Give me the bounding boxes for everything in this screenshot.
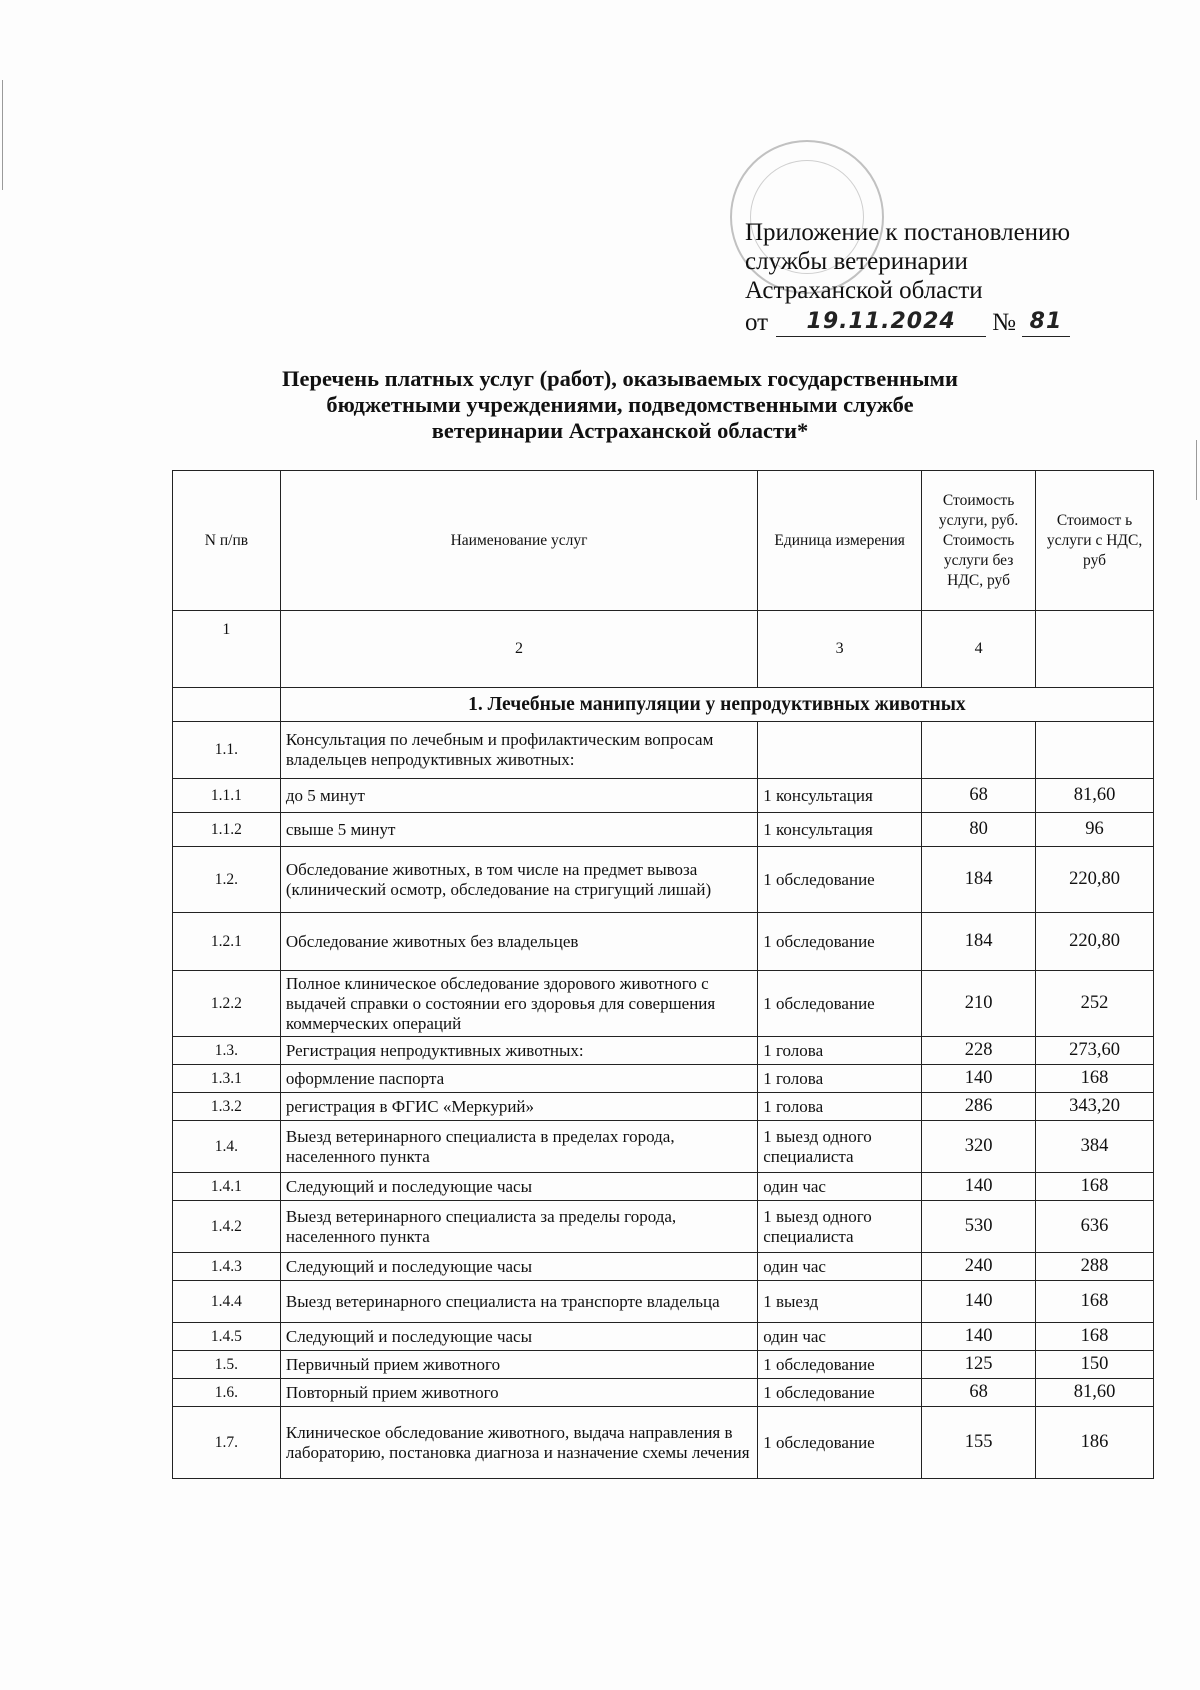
price-with-vat: 168 (1036, 1065, 1154, 1093)
unit-of-measure: 1 консультация (758, 813, 922, 847)
price-without-vat: 140 (922, 1323, 1036, 1351)
price-with-vat (1036, 722, 1154, 779)
row-number: 1.1.1 (173, 779, 281, 813)
table-row (173, 971, 1154, 1037)
unit-of-measure: 1 выезд (758, 1281, 922, 1323)
number-sign: № (992, 309, 1016, 336)
unit-of-measure: 1 обследование (758, 847, 922, 913)
title-line-1: Перечень платных услуг (работ), оказываемых государственными (282, 366, 958, 391)
service-name: оформление паспорта (280, 1065, 757, 1093)
price-without-vat: 140 (922, 1281, 1036, 1323)
row-number: 1.3.1 (173, 1065, 281, 1093)
price-without-vat: 320 (922, 1121, 1036, 1173)
price-with-vat: 168 (1036, 1323, 1154, 1351)
row-number: 1.3.2 (173, 1093, 281, 1121)
price-with-vat: 220,80 (1036, 847, 1154, 913)
row-number: 1.2.2 (173, 971, 281, 1037)
unit-of-measure: 1 голова (758, 1037, 922, 1065)
row-number: 1.2.1 (173, 913, 281, 971)
handwritten-number: 81 (1022, 307, 1070, 337)
row-number: 1.4.3 (173, 1253, 281, 1281)
header-line-2: службы ветеринарии (745, 248, 968, 275)
header-unit: Единица измерения (758, 471, 922, 611)
appendix-header (745, 218, 1165, 337)
price-without-vat: 210 (922, 971, 1036, 1037)
price-with-vat: 252 (1036, 971, 1154, 1037)
scan-edge-right (1196, 440, 1197, 500)
price-without-vat: 184 (922, 847, 1036, 913)
scan-edge-left (2, 80, 3, 190)
price-with-vat: 81,60 (1036, 1379, 1154, 1407)
row-number: 1.7. (173, 1407, 281, 1479)
row-number: 1.4.5 (173, 1323, 281, 1351)
section-row (173, 688, 1154, 722)
service-name: Повторный прием животного (280, 1379, 757, 1407)
table-header-row (173, 471, 1154, 611)
section-empty-cell (173, 688, 281, 722)
row-number: 1.2. (173, 847, 281, 913)
price-with-vat: 150 (1036, 1351, 1154, 1379)
service-name: Обследование животных без владельцев (280, 913, 757, 971)
row-number: 1.1. (173, 722, 281, 779)
service-name: до 5 минут (280, 779, 757, 813)
service-name: Следующий и последующие часы (280, 1323, 757, 1351)
unit-of-measure: 1 выезд одного специалиста (758, 1201, 922, 1253)
unit-of-measure: 1 консультация (758, 779, 922, 813)
header-price-vat: Стоимост ь услуги с НДС, руб (1036, 471, 1154, 611)
index-cell: 3 (758, 611, 922, 688)
price-without-vat: 240 (922, 1253, 1036, 1281)
unit-of-measure: один час (758, 1173, 922, 1201)
service-name: Выезд ветеринарного специалиста на транспорте владельца (280, 1281, 757, 1323)
price-without-vat: 228 (922, 1037, 1036, 1065)
table-row (173, 913, 1154, 971)
service-name: Выезд ветеринарного специалиста в пределах города, населенного пункта (280, 1121, 757, 1173)
price-with-vat: 384 (1036, 1121, 1154, 1173)
table-row (173, 813, 1154, 847)
services-price-table (172, 470, 1154, 1479)
row-number: 1.6. (173, 1379, 281, 1407)
header-date-row (745, 307, 1165, 337)
price-without-vat: 80 (922, 813, 1036, 847)
row-number: 1.4. (173, 1121, 281, 1173)
table-row (173, 1093, 1154, 1121)
service-name: Следующий и последующие часы (280, 1173, 757, 1201)
price-with-vat: 186 (1036, 1407, 1154, 1479)
price-without-vat: 68 (922, 1379, 1036, 1407)
table-row (173, 1173, 1154, 1201)
unit-of-measure: 1 выезд одного специалиста (758, 1121, 922, 1173)
price-with-vat: 273,60 (1036, 1037, 1154, 1065)
unit-of-measure: 1 обследование (758, 971, 922, 1037)
service-name: свыше 5 минут (280, 813, 757, 847)
service-name: Выезд ветеринарного специалиста за пределы города, населенного пункта (280, 1201, 757, 1253)
date-prefix: от (745, 309, 769, 336)
header-line-3: Астраханской области (745, 277, 983, 304)
price-without-vat: 125 (922, 1351, 1036, 1379)
service-name: Полное клиническое обследование здорового животного с выдачей справки о состоянии его здоровья для совершения коммерческих операций (280, 971, 757, 1037)
unit-of-measure: один час (758, 1253, 922, 1281)
unit-of-measure (758, 722, 922, 779)
header-line-1: Приложение к постановлению (745, 219, 1071, 246)
service-name: регистрация в ФГИС «Меркурий» (280, 1093, 757, 1121)
column-index-row (173, 611, 1154, 688)
price-without-vat (922, 722, 1036, 779)
price-with-vat: 343,20 (1036, 1093, 1154, 1121)
index-cell: 1 (173, 611, 281, 688)
service-name: Обследование животных, в том числе на предмет вывоза (клинический осмотр, обследование на стригущий лишай) (280, 847, 757, 913)
row-number: 1.4.2 (173, 1201, 281, 1253)
unit-of-measure: 1 обследование (758, 1379, 922, 1407)
service-name: Первичный прием животного (280, 1351, 757, 1379)
table-row (173, 779, 1154, 813)
index-cell: 4 (922, 611, 1036, 688)
price-without-vat: 140 (922, 1065, 1036, 1093)
price-without-vat: 286 (922, 1093, 1036, 1121)
header-price: Стоимость услуги, руб. Стоимость услуги без НДС, руб (922, 471, 1036, 611)
price-without-vat: 530 (922, 1201, 1036, 1253)
handwritten-date: 19.11.2024 (776, 307, 986, 337)
row-number: 1.4.1 (173, 1173, 281, 1201)
table-row (173, 1253, 1154, 1281)
table-row (173, 1281, 1154, 1323)
price-without-vat: 68 (922, 779, 1036, 813)
row-number: 1.3. (173, 1037, 281, 1065)
unit-of-measure: 1 обследование (758, 1407, 922, 1479)
price-with-vat: 81,60 (1036, 779, 1154, 813)
index-cell (1036, 611, 1154, 688)
table-row (173, 1407, 1154, 1479)
service-name: Следующий и последующие часы (280, 1253, 757, 1281)
table-row (173, 1323, 1154, 1351)
index-cell: 2 (280, 611, 757, 688)
service-name: Регистрация непродуктивных животных: (280, 1037, 757, 1065)
table-row (173, 1379, 1154, 1407)
table-row (173, 1351, 1154, 1379)
document-title (170, 366, 1070, 444)
price-without-vat: 140 (922, 1173, 1036, 1201)
table-row (173, 722, 1154, 779)
price-with-vat: 168 (1036, 1173, 1154, 1201)
table-row (173, 1065, 1154, 1093)
price-with-vat: 220,80 (1036, 913, 1154, 971)
service-name: Консультация по лечебным и профилактическим вопросам владельцев непродуктивных животных: (280, 722, 757, 779)
unit-of-measure: 1 голова (758, 1065, 922, 1093)
section-title: 1. Лечебные манипуляции у непродуктивных животных (280, 688, 1153, 722)
service-name: Клиническое обследование животного, выдача направления в лабораторию, постановка диагноза и назначение схемы лечения (280, 1407, 757, 1479)
table-row (173, 1121, 1154, 1173)
row-number: 1.1.2 (173, 813, 281, 847)
price-with-vat: 96 (1036, 813, 1154, 847)
unit-of-measure: 1 обследование (758, 1351, 922, 1379)
title-line-2: бюджетными учреждениями, подведомственными службе (326, 392, 914, 417)
table-row (173, 1037, 1154, 1065)
unit-of-measure: 1 голова (758, 1093, 922, 1121)
table-row (173, 847, 1154, 913)
title-line-3: ветеринарии Астраханской области* (431, 418, 809, 443)
price-with-vat: 636 (1036, 1201, 1154, 1253)
row-number: 1.4.4 (173, 1281, 281, 1323)
unit-of-measure: 1 обследование (758, 913, 922, 971)
price-without-vat: 155 (922, 1407, 1036, 1479)
table-row (173, 1201, 1154, 1253)
price-with-vat: 168 (1036, 1281, 1154, 1323)
header-name: Наименование услуг (280, 471, 757, 611)
header-num: N п/пв (173, 471, 281, 611)
price-without-vat: 184 (922, 913, 1036, 971)
price-with-vat: 288 (1036, 1253, 1154, 1281)
row-number: 1.5. (173, 1351, 281, 1379)
unit-of-measure: один час (758, 1323, 922, 1351)
